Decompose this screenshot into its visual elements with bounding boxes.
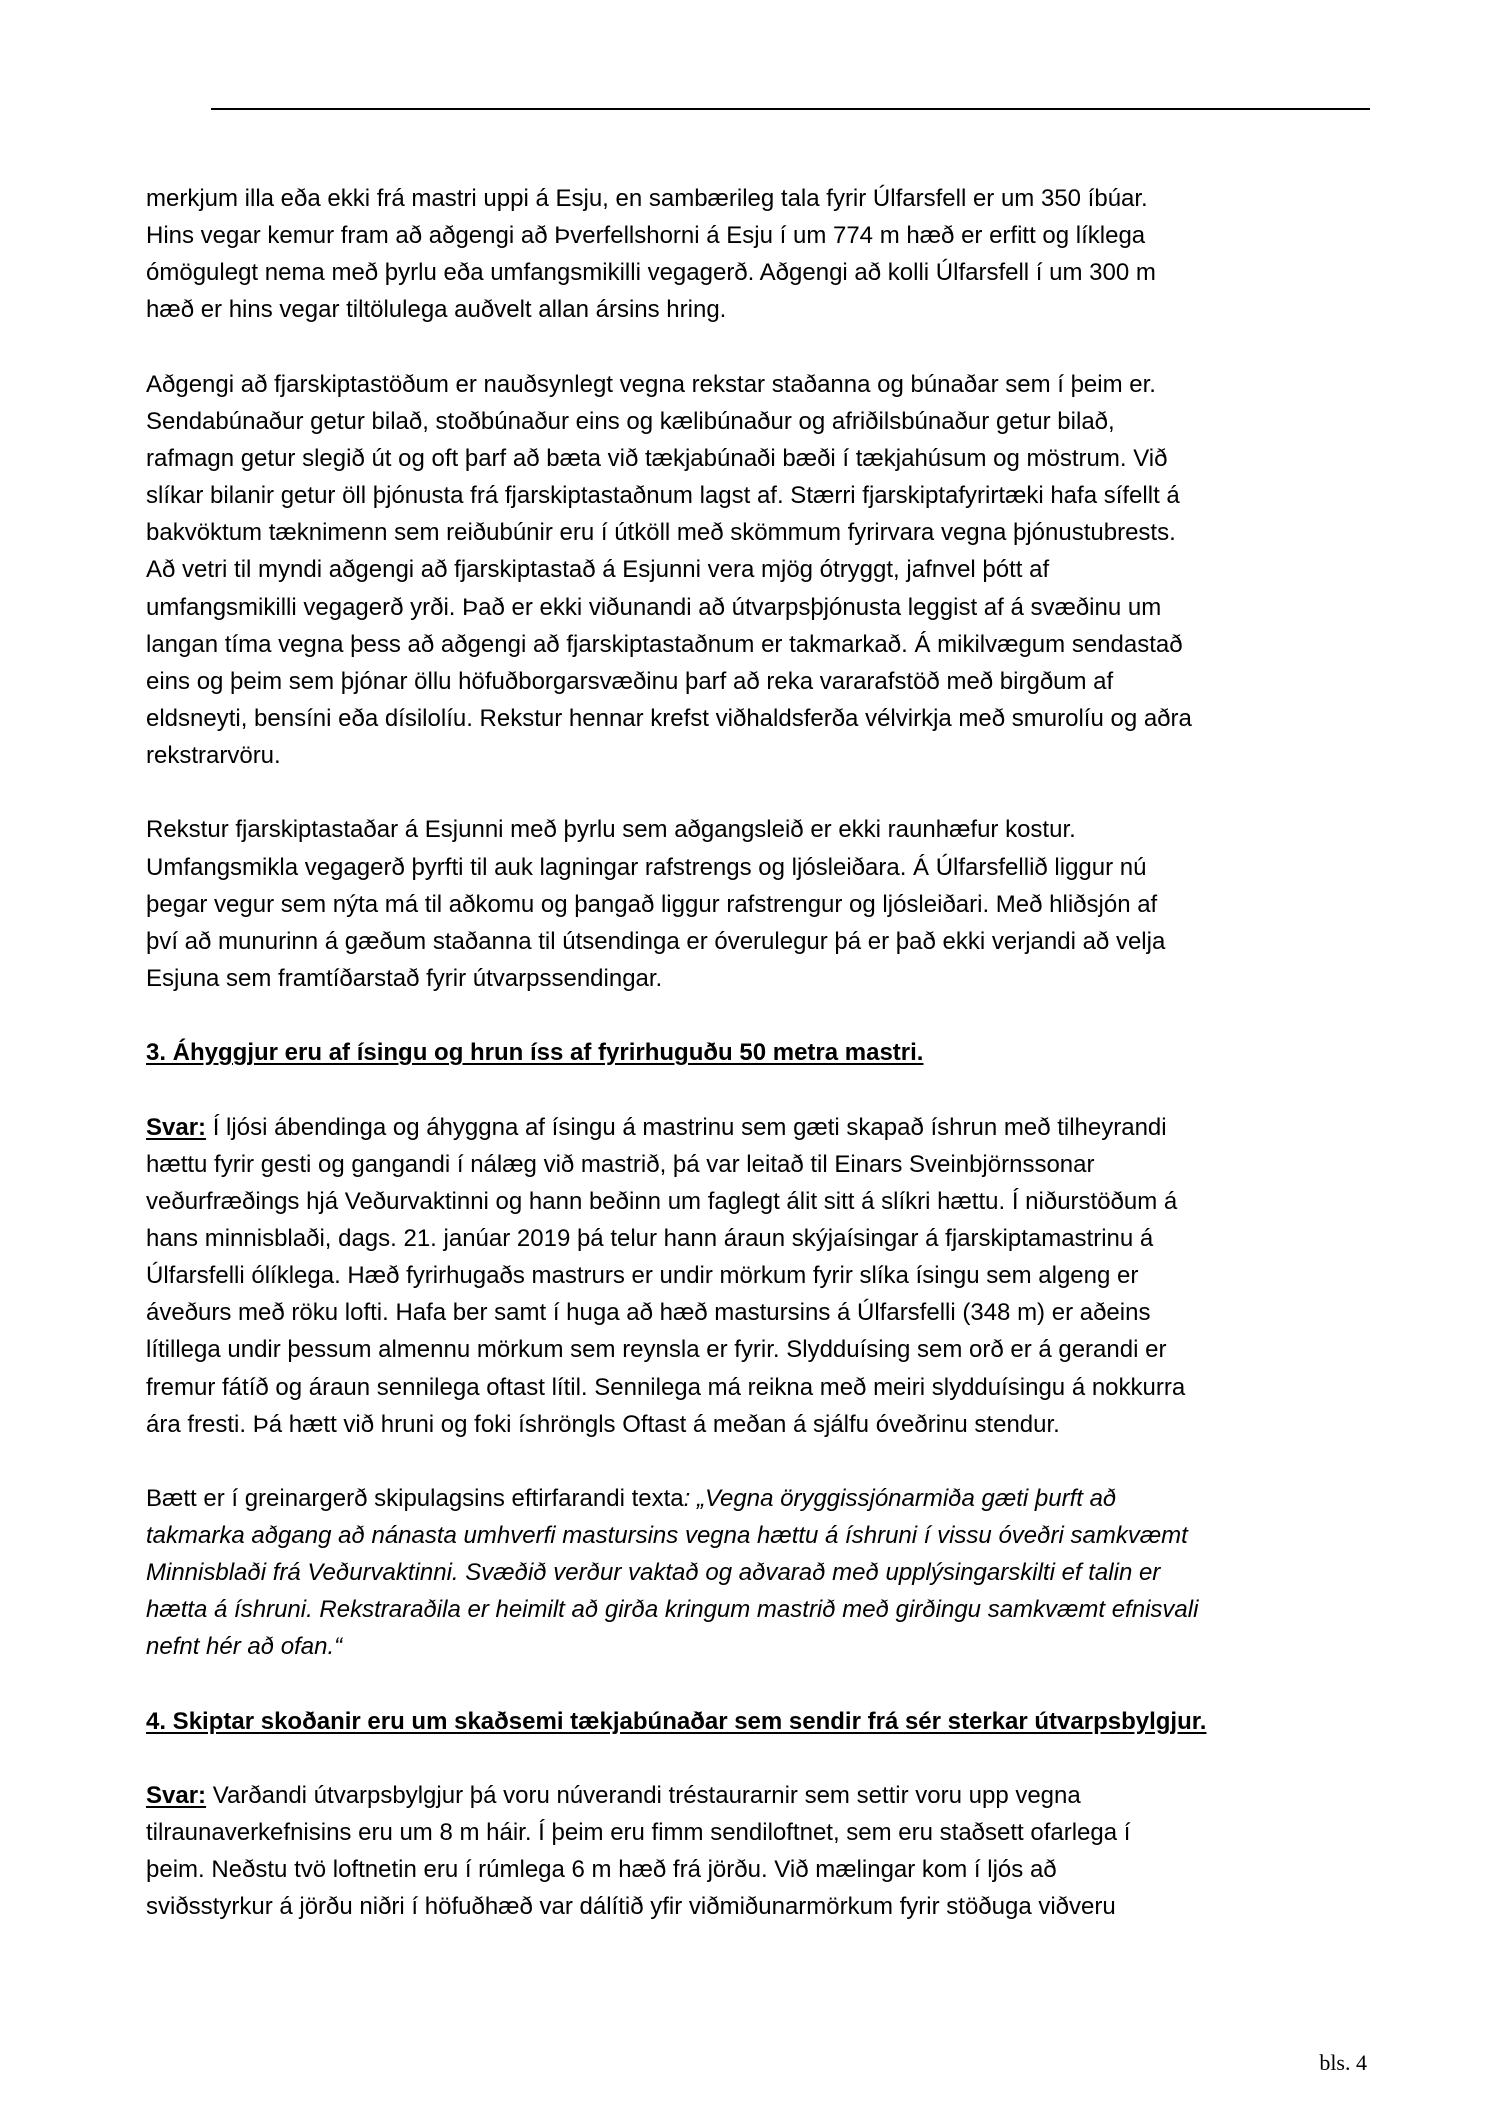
text-line — [146, 1109, 1406, 1146]
text-line: merkjum illa eða ekki frá mastri uppi á Esju, en sambærileg tala fyrir Úlfarsfell er um 350 íbúar. — [146, 185, 1148, 212]
text-line: tilraunaverkefnisins eru um 8 m háir. Í þeim eru fimm sendiloftnet, sem eru staðsett ofarlega í — [146, 1819, 1131, 1847]
answer-label: Svar: — [146, 1113, 207, 1141]
paragraph-gap — [146, 774, 1406, 811]
text-line: umfangsmikilli vegagerð yrði. Það er ekki viðunandi að útvarpsþjónusta leggist af á svæðinu um — [146, 593, 1162, 621]
paragraph — [146, 366, 1406, 775]
text-line — [146, 1591, 1406, 1628]
text-line: þegar vegur sem nýta má til aðkomu og þangað liggur rafstrengur og ljósleiðari. Með hliðsjón af — [146, 890, 1158, 918]
text-line: lítillega undir þessum almennu mörkum sem reynsla er fyrir. Slydduísing sem orð er á gerandi er — [146, 1336, 1167, 1364]
text-line: Umfangsmikla vegagerð þyrfti til auk lagningar rafstrengs og ljósleiðara. Á Úlfarsfellið liggur nú — [146, 853, 1147, 881]
text-line: Hins vegar kemur fram að aðgengi að Þverfellshorni á Esju í um 774 m hæð er erfitt og líklega — [146, 222, 1146, 250]
text-line: Rekstur fjarskiptastaðar á Esjunni með þyrlu sem aðgangsleið er ekki raunhæfur kostur. — [146, 816, 1076, 844]
paragraph-gap — [146, 1071, 1406, 1108]
paragraph-gap — [146, 997, 1406, 1034]
quoted-text: takmarka aðgang að nánasta umhverfi mastursins vegna hættu á íshruni í vissu óveðri samkvæmt — [146, 1522, 1188, 1550]
text-line: fremur fátíð og áraun sennilega oftast lítil. Sennilega má reikna með meiri slydduísingu á nokkurra — [146, 1373, 1186, 1401]
text-line: veðurfræðings hjá Veðurvaktinni og hann beðinn um faglegt álit sitt á slíkri hættu. Í niðurstöðum á — [146, 1187, 1178, 1215]
paragraph-gap — [146, 1666, 1406, 1703]
quoted-text: Minnisblaði frá Veðurvaktinni. Svæðið verður vaktað og aðvarað með upplýsingarskilti ef talin er — [146, 1559, 1161, 1587]
paragraph-gap — [146, 1443, 1406, 1480]
text-line: þeim. Neðstu tvö loftnetin eru í rúmlega 6 m hæð frá jörðu. Við mælingar kom í ljós að — [146, 1856, 1057, 1884]
text-line — [146, 1517, 1406, 1554]
text-line: því að munurinn á gæðum staðanna til útsendinga er óverulegur þá er það ekki verjandi að velja — [146, 927, 1166, 955]
text-line — [146, 1628, 1406, 1665]
text-line: slíkar bilanir getur öll þjónusta frá fjarskiptastaðnum lagst af. Stærri fjarskiptafyrirtæki hafa sífellt á — [146, 482, 1180, 510]
text-line — [146, 1777, 1406, 1814]
text-line: hans minnisblaði, dags. 21. janúar 2019 þá telur hann áraun skýjaísingar á fjarskiptamastrinu á — [146, 1224, 1154, 1252]
text-line: rekstrarvöru. — [146, 742, 281, 770]
page-number: bls. 4 — [1319, 2050, 1367, 2075]
text-span: Í ljósi ábendinga og áhyggna af ísingu á mastrinu sem gæti skapað íshrun með tilheyrandi — [206, 1113, 1167, 1141]
text-line: 3. Áhyggjur eru af ísingu og hrun íss af fyrirhuguðu 50 metra mastri. — [146, 1039, 924, 1067]
section-heading — [146, 1034, 1406, 1071]
text-line — [146, 1480, 1406, 1517]
text-line: rafmagn getur slegið út og oft þarf að bæta við tækjabúnaði bæði í tækjahúsum og möstrum. Við — [146, 444, 1168, 472]
paragraph — [146, 1109, 1406, 1443]
text-span: Bætt er í greinargerð skipulagsins eftirfarandi texta — [146, 1484, 684, 1512]
text-span: Varðandi útvarpsbylgjur þá voru núverandi tréstaurarnir sem settir voru upp vegna — [206, 1782, 1081, 1810]
paragraph-gap — [146, 329, 1406, 366]
text-line: langan tíma vegna þess að aðgengi að fjarskiptastaðnum er takmarkað. Á mikilvægum sendastað — [146, 630, 1183, 658]
paragraph — [146, 811, 1406, 997]
text-line: 4. Skiptar skoðanir eru um skaðsemi tækjabúnaðar sem sendir frá sér sterkar útvarpsbylgjur. — [146, 1707, 1207, 1735]
header-rule — [211, 108, 1370, 110]
paragraph — [146, 1777, 1406, 1926]
quoted-text: hætta á íshruni. Rekstraraðila er heimilt að girða kringum mastrið með girðingu samkvæmt efnisvali — [146, 1596, 1199, 1624]
text-line: eldsneyti, bensíni eða dísilolíu. Rekstur hennar krefst viðhaldsferða vélvirkja með smurolíu og aðra — [146, 704, 1192, 732]
text-line — [146, 1554, 1406, 1591]
text-line: Esjuna sem framtíðarstað fyrir útvarpssendingar. — [146, 964, 663, 992]
text-line: hæð er hins vegar tiltölulega auðvelt allan ársins hring. — [146, 296, 727, 324]
text-line: ára fresti. Þá hætt við hruni og foki íshröngls Oftast á meðan á sjálfu óveðrinu stendur. — [146, 1410, 1060, 1438]
text-line: sviðsstyrkur á jörðu niðri í höfuðhæð var dálítið yfir viðmiðunarmörkum fyrir stöðuga viðveru — [146, 1893, 1116, 1921]
text-line: ómögulegt nema með þyrlu eða umfangsmikilli vegagerð. Aðgengi að kolli Úlfarsfell í um 300 m — [146, 259, 1156, 287]
quoted-text: : „Vegna öryggissjónarmiða gæti þurft að — [683, 1484, 1117, 1512]
text-line: eins og þeim sem þjónar öllu höfuðborgarsvæðinu þarf að reka vararafstöð með birgðum af — [146, 667, 1114, 695]
text-line: Sendabúnaður getur bilað, stoðbúnaður eins og kælibúnaður og afriðilsbúnaður getur bilað, — [146, 407, 1115, 435]
answer-label: Svar: — [146, 1782, 207, 1810]
paragraph-gap — [146, 1740, 1406, 1777]
paragraph — [146, 180, 1406, 329]
quoted-text: nefnt hér að ofan.“ — [146, 1633, 343, 1661]
paragraph — [146, 1480, 1406, 1666]
section-heading — [146, 1703, 1406, 1740]
text-line: Að vetri til myndi aðgengi að fjarskiptastað á Esjunni vera mjög ótryggt, jafnvel þótt af — [146, 556, 1050, 584]
text-line: hættu fyrir gesti og gangandi í nálæg við mastrið, þá var leitað til Einars Sveinbjörnssonar — [146, 1150, 1095, 1178]
text-line: Aðgengi að fjarskiptastöðum er nauðsynlegt vegna rekstar staðanna og búnaðar sem í þeim er. — [146, 370, 1156, 398]
text-line: Úlfarsfelli ólíklega. Hæð fyrirhugaðs mastrurs er undir mörkum fyrir slíka ísingu sem algeng er — [146, 1262, 1139, 1290]
text-line: bakvöktum tæknimenn sem reiðubúnir eru í útköll með skömmum fyrirvara vegna þjónustubrests. — [146, 519, 1176, 547]
document-body — [146, 180, 1406, 1926]
text-line: áveðurs með röku lofti. Hafa ber samt í huga að hæð mastursins á Úlfarsfelli (348 m) er aðeins — [146, 1299, 1151, 1327]
